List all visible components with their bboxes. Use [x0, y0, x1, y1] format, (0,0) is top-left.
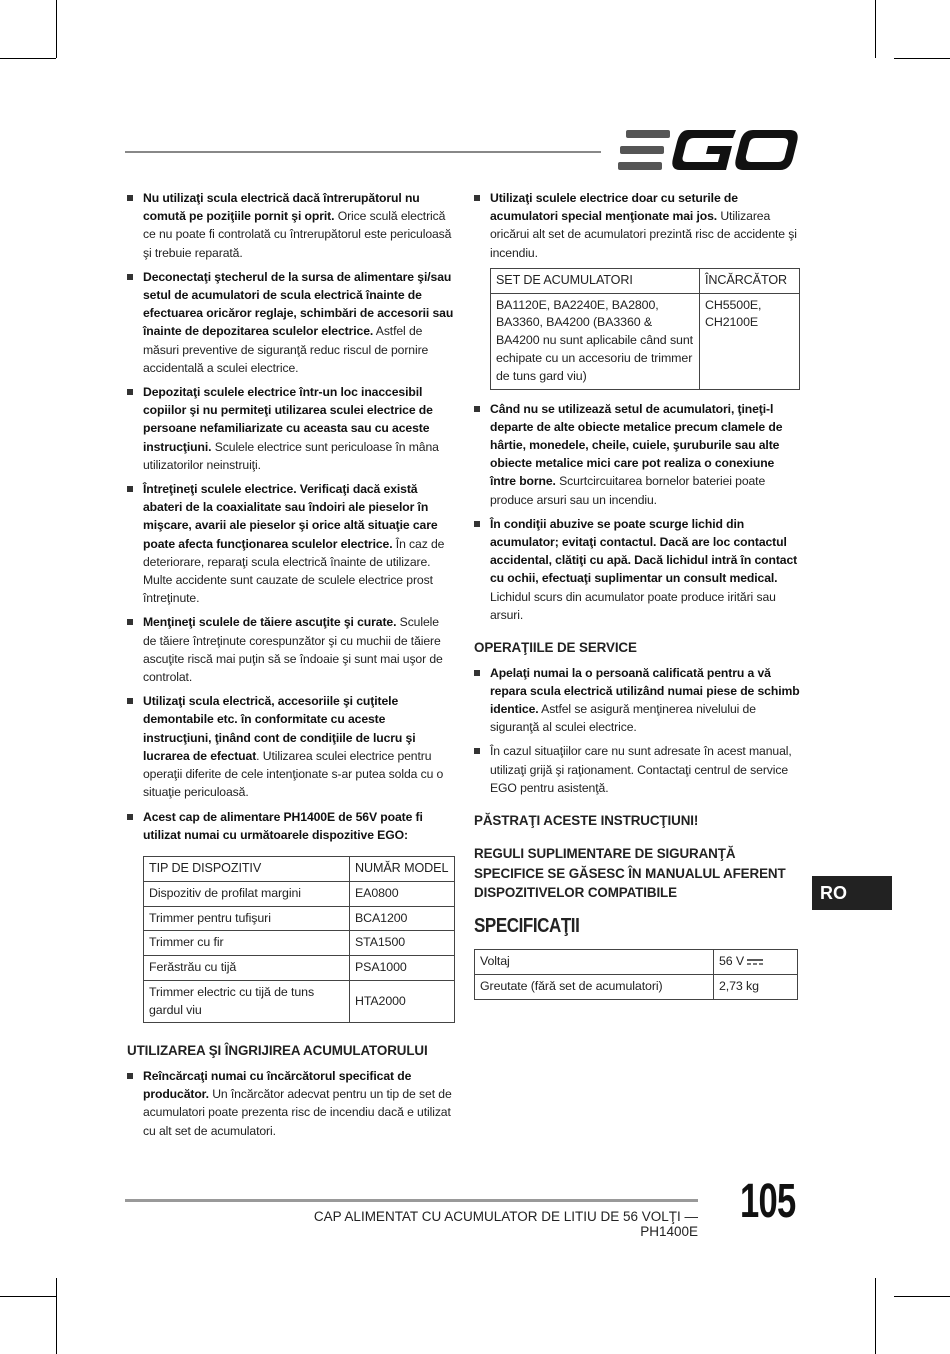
list-item: Utilizaţi sculele electrice doar cu seturile de acumulatori special menţionate mai jos. Utilizarea oricărui alt set de acumulatori prezintă risc de accidente şi incendiu. — [474, 189, 800, 262]
list-item: Acest cap de alimentare PH1400E de 56V poate fi utilizat numai cu următoarele dispozitive EGO: — [127, 808, 455, 844]
specifications-title: SPECIFICAŢII — [474, 914, 580, 937]
bullet-icon — [127, 274, 133, 280]
dc-symbol-icon — [747, 958, 763, 966]
bullet-icon — [474, 521, 480, 527]
table-cell: EA0800 — [350, 881, 455, 906]
header-rule — [125, 151, 601, 153]
footer-rule — [125, 1199, 698, 1202]
list-item: În cazul situaţiilor care nu sunt adresate în acest manual, utilizaţi grijă şi raţionament. Contactaţi centrul de service EGO pentru asistenţă. — [474, 742, 800, 797]
spec-table — [474, 949, 798, 1000]
table-cell: BA1120E, BA2240E, BA2800, BA3360, BA4200 (BA3360 & BA4200 nu sunt aplicabile când sunt echipate cu un accesoriu de trimmer de tuns gard viu) — [491, 293, 700, 389]
table-header: ÎNCĂRCĂTOR — [700, 268, 800, 293]
table-row — [144, 956, 455, 981]
bullet-icon — [127, 619, 133, 625]
list-item: Când nu se utilizează setul de acumulatori, ţineţi-l departe de alte obiecte metalice precum clamele de hârtie, monedele, cheile, cuiele, şuruburile sau alte obiecte metalice mici care pot realiza o conexiune între borne. Scurtcircuitarea bornelor bateriei poate produce arsuri sau un incendiu. — [474, 400, 800, 509]
table-header: SET DE ACUMULATORI — [491, 268, 700, 293]
bullet-icon — [474, 748, 480, 754]
crop-mark — [56, 0, 57, 58]
table-row — [144, 906, 455, 931]
keep-instructions-heading: PĂSTRAŢI ACESTE INSTRUCŢIUNI! — [474, 812, 699, 828]
crop-mark — [875, 1278, 876, 1354]
crop-mark — [894, 58, 950, 59]
list-item: Apelaţi numai la o persoană calificată pentru a vă repara scula electrică utilizând numai piese de schimb identice. Astfel se asigură menţinerea nivelului de siguranţă al sculei electrice. — [474, 664, 800, 737]
table-header: NUMĂR MODEL — [350, 856, 455, 881]
battery-table — [490, 268, 800, 390]
table-row — [475, 974, 798, 999]
section-heading-service: OPERAŢIILE DE SERVICE — [474, 640, 637, 656]
bullet-icon — [474, 406, 480, 412]
table-row — [491, 293, 800, 389]
list-item: În condiţii abuzive se poate scurge lichid din acumulator; evitaţi contactul. Dacă are loc contactul accidental, clătiţi cu apă. Dacă lichidul intră în contact cu ochii, efectuaţi suplimentar un consult medical. Lichidul scurs din acumulator poate produce iritări sau arsuri. — [474, 515, 800, 624]
section-heading-battery: UTILIZAREA ŞI ÎNGRIJIREA ACUMULATORULUI — [127, 1043, 428, 1059]
crop-mark — [0, 1296, 56, 1297]
crop-mark — [56, 1278, 57, 1354]
table-cell: Voltaj — [475, 949, 714, 974]
table-cell: Dispozitiv de profilat margini — [144, 881, 350, 906]
table-cell: Ferăstrău cu tijă — [144, 956, 350, 981]
bullet-icon — [127, 814, 133, 820]
list-item: Utilizaţi scula electrică, accesoriile şi cuţitele demontabile etc. în conformitate cu aceste instrucţiuni, ţinând cont de condiţiile de lucru şi lucrarea de efectuat. Utilizarea sculei electrice pentru operaţii diferite de cele intenţionate s-ar putea solda cu o situaţie periculoasă. — [127, 692, 455, 801]
bullet-icon — [127, 389, 133, 395]
crop-mark — [894, 1296, 950, 1297]
bullet-icon — [127, 698, 133, 704]
list-item: Întreţineţi sculele electrice. Verificaţi dacă există abateri de la coaxialitate sau îndoiri ale pieselor în mişcare, avarii ale pieselor şi orice altă situaţie care poate afecta funcţionarea sculelor electrice. În caz de deteriorare, reparaţi scula electrică înainte de utilizare. Multe accidente sunt cauzate de sculele electrice prost întreţinute. — [127, 480, 455, 607]
table-row — [144, 980, 455, 1023]
bullet-icon — [127, 1073, 133, 1079]
device-table — [143, 856, 455, 1024]
table-row — [144, 881, 455, 906]
table-row — [144, 931, 455, 956]
table-row — [475, 949, 798, 974]
page-number: 105 — [740, 1175, 796, 1228]
bullet-icon — [474, 195, 480, 201]
table-cell: Greutate (fără set de acumulatori) — [475, 974, 714, 999]
list-item: Menţineţi sculele de tăiere ascuţite şi curate. Sculele de tăiere întreţinute corespunzător şi cu muchii de tăiere ascuţite riscă mai puţin să se îndoaie şi sunt mai uşor de controlat. — [127, 613, 455, 686]
table-header-row — [491, 268, 800, 293]
table-cell: HTA2000 — [350, 980, 455, 1023]
crop-mark — [875, 0, 876, 58]
list-item: Deconectaţi ştecherul de la sursa de alimentare şi/sau setul de acumulatori de scula electrică înainte de efectuarea oricăror reglaje, schimbări de accesorii sau înainte de depozitarea sculelor electrice. Astfel de măsuri preventive de siguranţă reduc riscul de pornire accidentală a sculei electrice. — [127, 268, 455, 377]
right-column — [474, 189, 800, 1000]
bullet-icon — [127, 195, 133, 201]
footer-title: CAP ALIMENTAT CU ACUMULATOR DE LITIU DE 56 VOLŢI — PH1400E — [313, 1209, 698, 1239]
table-header-row — [144, 856, 455, 881]
bullet-icon — [127, 486, 133, 492]
language-tab: RO — [812, 876, 892, 910]
list-item: Nu utilizaţi scula electrică dacă întrerupătorul nu comută pe poziţiile pornit şi oprit. Orice sculă electrică ce nu poate fi controlată cu întrerupătorul este periculoasă şi trebuie reparată. — [127, 189, 455, 262]
left-column — [127, 189, 455, 1146]
table-header: TIP DE DISPOZITIV — [144, 856, 350, 881]
table-cell: Trimmer pentru tufişuri — [144, 906, 350, 931]
table-cell: STA1500 — [350, 931, 455, 956]
bullet-icon — [474, 670, 480, 676]
table-cell: 56 V — [714, 949, 798, 974]
list-item: Depozitaţi sculele electrice într-un loc inaccesibil copiilor şi nu permiteţi utilizarea sculei electrice de persoane nefamiliarizate cu aceasta sau cu aceste instrucţiuni. Sculele electrice sunt periculoase în mâna utilizatorilor neinstruiţi. — [127, 383, 455, 474]
table-cell: 2,73 kg — [714, 974, 798, 999]
rules-heading: REGULI SUPLIMENTARE DE SIGURANŢĂ SPECIFICE SE GĂSESC ÎN MANUALUL AFERENT DISPOZITIVELOR COMPATIBILE — [474, 846, 786, 901]
table-cell: BCA1200 — [350, 906, 455, 931]
table-cell: Trimmer electric cu tijă de tuns gardul viu — [144, 980, 350, 1023]
ego-logo — [618, 128, 800, 172]
table-cell: CH5500E, CH2100E — [700, 293, 800, 389]
table-cell: PSA1000 — [350, 956, 455, 981]
crop-mark — [0, 58, 56, 59]
list-item: Reîncărcaţi numai cu încărcătorul specificat de producător. Un încărcător adecvat pentru un tip de set de acumulatori poate prezenta risc de incendiu dacă e utilizat cu alt set de acumulatori. — [127, 1067, 455, 1140]
table-cell: Trimmer cu fir — [144, 931, 350, 956]
